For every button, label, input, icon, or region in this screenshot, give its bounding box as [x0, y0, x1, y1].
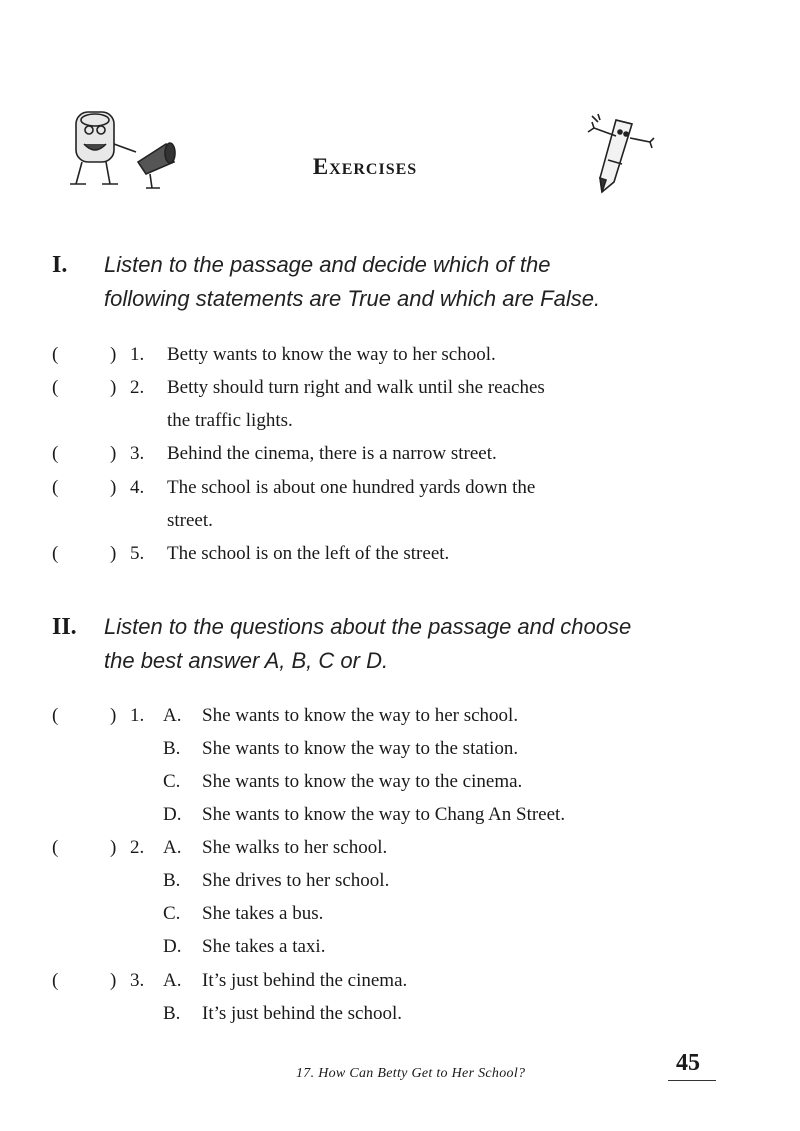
option-letter: B. — [163, 1003, 181, 1024]
statement-text-continued: the traffic lights. — [167, 410, 293, 431]
answer-blank-open: ( — [52, 837, 59, 858]
option-text: She takes a bus. — [202, 903, 324, 924]
answer-blank-close: ) — [110, 477, 117, 498]
option-text: It’s just behind the cinema. — [202, 970, 408, 991]
answer-blank-open: ( — [52, 344, 59, 365]
option-text: She takes a taxi. — [202, 936, 326, 957]
section-1-instruction-line-2: following statements are True and which are False. — [104, 286, 601, 311]
option-letter: C. — [163, 903, 181, 924]
option-letter: D. — [163, 936, 182, 957]
section-1-numeral: I. — [52, 252, 68, 278]
statement-text: The school is on the left of the street. — [167, 543, 450, 564]
item-number: 2. — [130, 377, 145, 398]
item-number: 3. — [130, 443, 145, 464]
cartoon-megaphone-icon — [66, 104, 186, 199]
option-letter: B. — [163, 870, 181, 891]
option-text: She wants to know the way to the station. — [202, 738, 519, 759]
section-2-instruction-line-1: Listen to the questions about the passage and choose — [104, 614, 632, 639]
answer-blank-close: ) — [110, 970, 117, 991]
section-1-instruction-line-1: Listen to the passage and decide which of the — [104, 252, 551, 277]
question-number: 2. — [130, 837, 145, 858]
item-number: 5. — [130, 543, 145, 564]
statement-text: Betty should turn right and walk until she reaches — [167, 377, 545, 398]
statement-text-continued: street. — [167, 510, 213, 531]
answer-blank-open: ( — [52, 477, 59, 498]
option-letter: D. — [163, 804, 182, 825]
answer-blank-close: ) — [110, 837, 117, 858]
statement-text: The school is about one hundred yards down the — [167, 477, 536, 498]
option-letter: B. — [163, 738, 181, 759]
section-2-numeral: II. — [52, 614, 77, 640]
answer-blank-open: ( — [52, 705, 59, 726]
option-letter: A. — [163, 705, 182, 726]
footer-lesson-title: 17. How Can Betty Get to Her School? — [296, 1066, 526, 1081]
answer-blank-close: ) — [110, 377, 117, 398]
option-text: She walks to her school. — [202, 837, 388, 858]
answer-blank-close: ) — [110, 705, 117, 726]
answer-blank-open: ( — [52, 970, 59, 991]
page-number-underline — [668, 1080, 716, 1081]
item-number: 4. — [130, 477, 145, 498]
statement-text: Behind the cinema, there is a narrow street. — [167, 443, 497, 464]
answer-blank-close: ) — [110, 344, 117, 365]
answer-blank-open: ( — [52, 543, 59, 564]
section-2-instruction-line-2: the best answer A, B, C or D. — [104, 648, 389, 673]
option-letter: C. — [163, 771, 181, 792]
option-text: She wants to know the way to her school. — [202, 705, 519, 726]
question-number: 3. — [130, 970, 145, 991]
option-text: She drives to her school. — [202, 870, 390, 891]
item-number: 1. — [130, 344, 145, 365]
answer-blank-close: ) — [110, 443, 117, 464]
option-text: It’s just behind the school. — [202, 1003, 403, 1024]
option-letter: A. — [163, 970, 182, 991]
page-title: Exercises — [312, 154, 418, 179]
pencil-character-icon — [586, 108, 656, 205]
statement-text: Betty wants to know the way to her school. — [167, 344, 496, 365]
option-letter: A. — [163, 837, 182, 858]
answer-blank-close: ) — [110, 543, 117, 564]
page-number: 45 — [676, 1050, 700, 1076]
option-text: She wants to know the way to the cinema. — [202, 771, 523, 792]
answer-blank-open: ( — [52, 443, 59, 464]
answer-blank-open: ( — [52, 377, 59, 398]
option-text: She wants to know the way to Chang An Street. — [202, 804, 566, 825]
question-number: 1. — [130, 705, 145, 726]
